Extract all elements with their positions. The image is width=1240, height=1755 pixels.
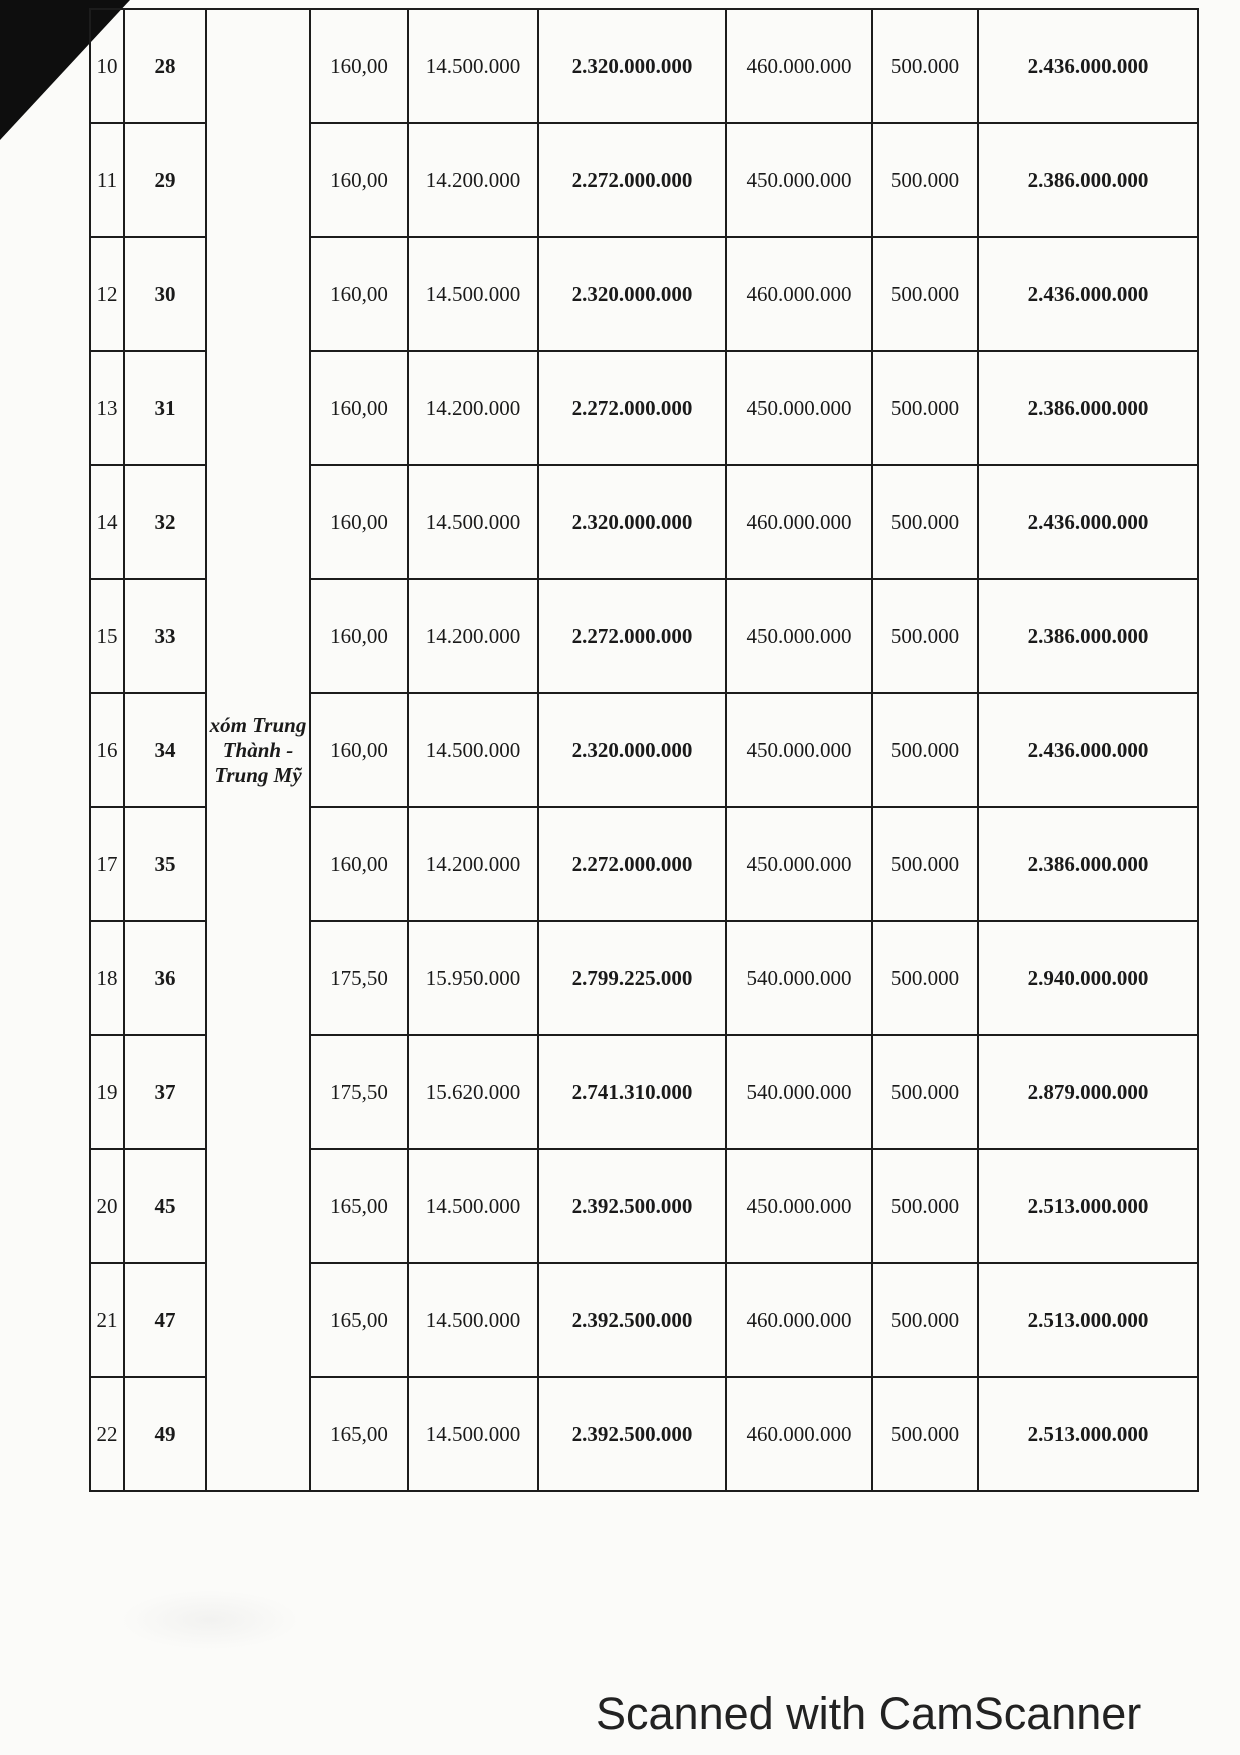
amount-cell: 2.392.500.000	[538, 1263, 726, 1377]
total-cell: 2.436.000.000	[978, 237, 1198, 351]
total-cell: 2.386.000.000	[978, 123, 1198, 237]
amount-cell: 2.320.000.000	[538, 9, 726, 123]
unit-price-cell: 14.500.000	[408, 1149, 538, 1263]
total-cell: 2.436.000.000	[978, 9, 1198, 123]
row-number: 12	[90, 237, 124, 351]
unit-price-cell: 14.200.000	[408, 579, 538, 693]
fee-cell: 500.000	[872, 237, 978, 351]
lot-number: 34	[124, 693, 206, 807]
table-row	[90, 9, 1198, 123]
row-number: 15	[90, 579, 124, 693]
deposit-cell: 450.000.000	[726, 1149, 872, 1263]
area-cell: 160,00	[310, 351, 408, 465]
area-cell: 160,00	[310, 237, 408, 351]
total-cell: 2.879.000.000	[978, 1035, 1198, 1149]
area-cell: 160,00	[310, 9, 408, 123]
fee-cell: 500.000	[872, 1035, 978, 1149]
area-cell: 175,50	[310, 1035, 408, 1149]
deposit-cell: 540.000.000	[726, 921, 872, 1035]
amount-cell: 2.741.310.000	[538, 1035, 726, 1149]
deposit-cell: 460.000.000	[726, 1263, 872, 1377]
lot-number: 28	[124, 9, 206, 123]
fee-cell: 500.000	[872, 1377, 978, 1491]
total-cell: 2.436.000.000	[978, 465, 1198, 579]
lot-number: 33	[124, 579, 206, 693]
unit-price-cell: 14.500.000	[408, 465, 538, 579]
area-cell: 160,00	[310, 579, 408, 693]
fee-cell: 500.000	[872, 579, 978, 693]
total-cell: 2.386.000.000	[978, 579, 1198, 693]
lot-number: 30	[124, 237, 206, 351]
total-cell: 2.513.000.000	[978, 1263, 1198, 1377]
row-number: 17	[90, 807, 124, 921]
amount-cell: 2.392.500.000	[538, 1377, 726, 1491]
row-number: 22	[90, 1377, 124, 1491]
deposit-cell: 460.000.000	[726, 1377, 872, 1491]
deposit-cell: 460.000.000	[726, 465, 872, 579]
land-auction-table	[89, 8, 1199, 1492]
deposit-cell: 450.000.000	[726, 123, 872, 237]
total-cell: 2.513.000.000	[978, 1149, 1198, 1263]
area-cell: 160,00	[310, 465, 408, 579]
deposit-cell: 450.000.000	[726, 693, 872, 807]
lot-number: 45	[124, 1149, 206, 1263]
unit-price-cell: 14.500.000	[408, 693, 538, 807]
area-cell: 160,00	[310, 807, 408, 921]
area-cell: 160,00	[310, 123, 408, 237]
total-cell: 2.436.000.000	[978, 693, 1198, 807]
amount-cell: 2.272.000.000	[538, 807, 726, 921]
area-cell: 165,00	[310, 1263, 408, 1377]
lot-number: 49	[124, 1377, 206, 1491]
row-number: 20	[90, 1149, 124, 1263]
lot-number: 37	[124, 1035, 206, 1149]
amount-cell: 2.272.000.000	[538, 123, 726, 237]
lot-number: 36	[124, 921, 206, 1035]
deposit-cell: 460.000.000	[726, 237, 872, 351]
row-number: 10	[90, 9, 124, 123]
fee-cell: 500.000	[872, 921, 978, 1035]
deposit-cell: 450.000.000	[726, 351, 872, 465]
amount-cell: 2.799.225.000	[538, 921, 726, 1035]
area-cell: 175,50	[310, 921, 408, 1035]
total-cell: 2.386.000.000	[978, 807, 1198, 921]
deposit-cell: 460.000.000	[726, 9, 872, 123]
amount-cell: 2.392.500.000	[538, 1149, 726, 1263]
amount-cell: 2.272.000.000	[538, 351, 726, 465]
row-number: 14	[90, 465, 124, 579]
camscanner-watermark: Scanned with CamScanner	[596, 1688, 1142, 1739]
lot-number: 29	[124, 123, 206, 237]
fee-cell: 500.000	[872, 351, 978, 465]
deposit-cell: 540.000.000	[726, 1035, 872, 1149]
unit-price-cell: 14.500.000	[408, 9, 538, 123]
unit-price-cell: 14.500.000	[408, 1377, 538, 1491]
row-number: 16	[90, 693, 124, 807]
row-number: 18	[90, 921, 124, 1035]
deposit-cell: 450.000.000	[726, 807, 872, 921]
unit-price-cell: 14.200.000	[408, 807, 538, 921]
amount-cell: 2.320.000.000	[538, 237, 726, 351]
deposit-cell: 450.000.000	[726, 579, 872, 693]
row-number: 13	[90, 351, 124, 465]
total-cell: 2.386.000.000	[978, 351, 1198, 465]
unit-price-cell: 14.500.000	[408, 237, 538, 351]
area-cell: 165,00	[310, 1377, 408, 1491]
lot-number: 31	[124, 351, 206, 465]
amount-cell: 2.272.000.000	[538, 579, 726, 693]
fee-cell: 500.000	[872, 807, 978, 921]
location-cell: xóm Trung Thành - Trung Mỹ	[206, 9, 310, 1491]
fee-cell: 500.000	[872, 1263, 978, 1377]
lot-number: 32	[124, 465, 206, 579]
lot-number: 35	[124, 807, 206, 921]
area-cell: 165,00	[310, 1149, 408, 1263]
row-number: 19	[90, 1035, 124, 1149]
unit-price-cell: 14.200.000	[408, 123, 538, 237]
scan-smudge	[120, 1590, 300, 1650]
amount-cell: 2.320.000.000	[538, 693, 726, 807]
area-cell: 160,00	[310, 693, 408, 807]
fee-cell: 500.000	[872, 123, 978, 237]
unit-price-cell: 15.950.000	[408, 921, 538, 1035]
row-number: 11	[90, 123, 124, 237]
fee-cell: 500.000	[872, 9, 978, 123]
unit-price-cell: 14.200.000	[408, 351, 538, 465]
fee-cell: 500.000	[872, 693, 978, 807]
amount-cell: 2.320.000.000	[538, 465, 726, 579]
fee-cell: 500.000	[872, 465, 978, 579]
total-cell: 2.940.000.000	[978, 921, 1198, 1035]
fee-cell: 500.000	[872, 1149, 978, 1263]
row-number: 21	[90, 1263, 124, 1377]
total-cell: 2.513.000.000	[978, 1377, 1198, 1491]
lot-number: 47	[124, 1263, 206, 1377]
unit-price-cell: 15.620.000	[408, 1035, 538, 1149]
unit-price-cell: 14.500.000	[408, 1263, 538, 1377]
